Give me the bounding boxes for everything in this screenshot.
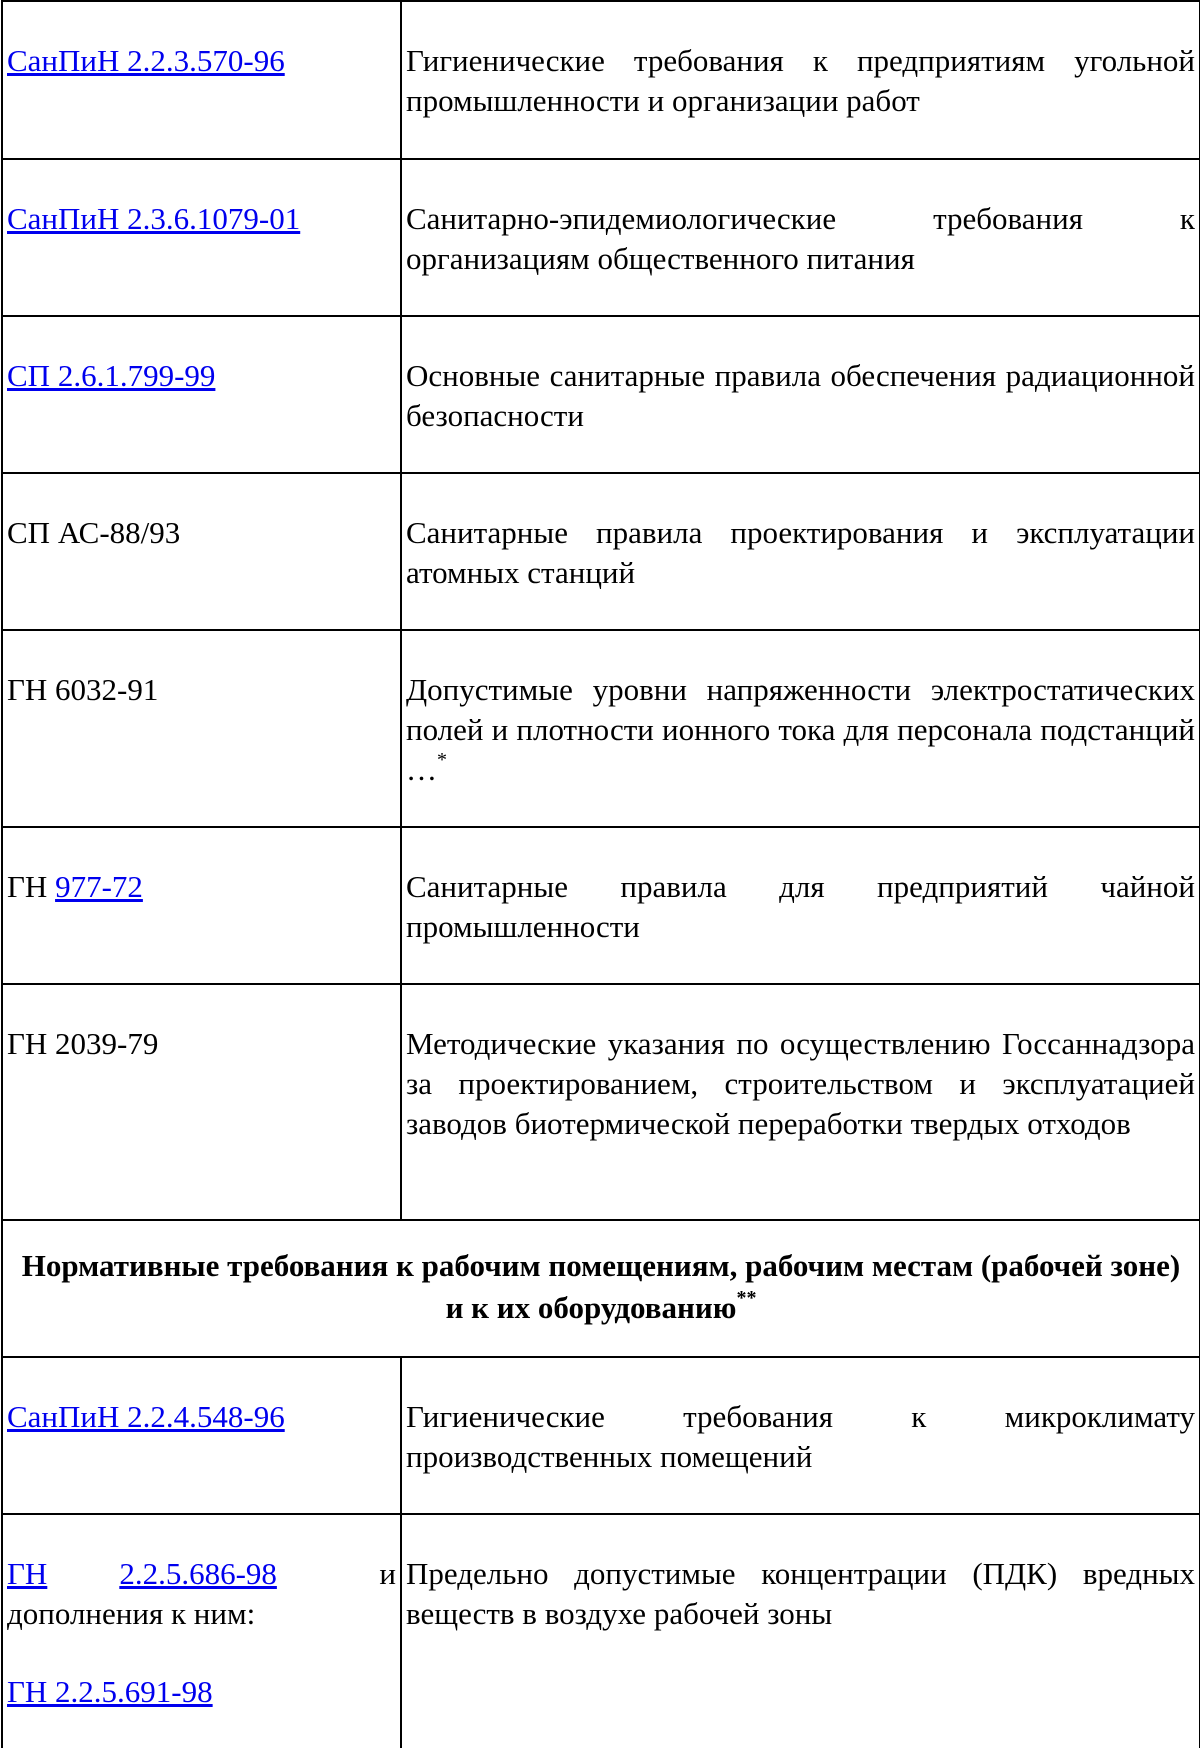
table-row xyxy=(2,473,1200,630)
regulation-code: СП АС-88/93 xyxy=(7,515,181,550)
code-cell xyxy=(2,1,401,159)
regulation-code: ГН 2039-79 xyxy=(7,1026,159,1061)
description-cell: Методические указания по осуществлению Госсаннадзора за проектированием, строительством и эксплуатацией заводов биотермической переработки твердых отходов xyxy=(401,984,1200,1220)
code-cell xyxy=(2,316,401,473)
footnote-mark: ** xyxy=(736,1287,757,1309)
description-cell xyxy=(401,630,1200,827)
code-cell xyxy=(2,827,401,984)
description-cell: Санитарные правила проектирования и эксплуатации атомных станций xyxy=(401,473,1200,630)
description-cell: Предельно допустимые концентрации (ПДК) вредных веществ в воздухе рабочей зоны xyxy=(401,1514,1200,1748)
description-cell: Гигиенические требования к микроклимату производственных помещений xyxy=(401,1357,1200,1514)
table-row xyxy=(2,1514,1200,1748)
code-cell xyxy=(2,984,401,1220)
section-row xyxy=(2,1220,1200,1357)
conjunction-text: и xyxy=(379,1556,396,1591)
description-cell: Санитарные правила для предприятий чайной промышленности xyxy=(401,827,1200,984)
regulation-link[interactable] xyxy=(7,1554,277,1594)
regulation-link[interactable]: СанПиН 2.2.3.570-96 xyxy=(7,43,285,78)
regulation-link[interactable]: СанПиН 2.3.6.1079-01 xyxy=(7,201,301,236)
table-row xyxy=(2,984,1200,1220)
code-cell xyxy=(2,1357,401,1514)
code-line xyxy=(7,1554,396,1594)
section-title: Нормативные требования к рабочим помещениям, рабочим местам (рабочей зоне) и к их оборудованию xyxy=(21,1248,1181,1325)
table-row xyxy=(2,1357,1200,1514)
regulation-link[interactable]: 977-72 xyxy=(55,869,143,904)
code-cell xyxy=(2,1514,401,1748)
table-row xyxy=(2,827,1200,984)
table-row xyxy=(2,630,1200,827)
link-part-prefix: ГН xyxy=(7,1556,48,1591)
description-text: Допустимые уровни напряженности электростатических полей и плотности ионного тока для персонала подстанций … xyxy=(406,672,1195,787)
regulation-link[interactable]: СанПиН 2.2.4.548-96 xyxy=(7,1399,285,1434)
table-row xyxy=(2,1,1200,159)
table-row xyxy=(2,159,1200,316)
additions-label: дополнения к ним: xyxy=(7,1596,256,1631)
regulation-link[interactable]: ГН 2.2.5.691-98 xyxy=(7,1674,213,1709)
footnote-mark: * xyxy=(437,749,447,771)
description-cell: Гигиенические требования к предприятиям угольной промышленности и организации работ xyxy=(401,1,1200,159)
regulation-code: ГН 6032-91 xyxy=(7,672,159,707)
section-heading xyxy=(2,1220,1200,1357)
code-cell xyxy=(2,630,401,827)
code-cell xyxy=(2,473,401,630)
description-cell: Основные санитарные правила обеспечения радиационной безопасности xyxy=(401,316,1200,473)
description-cell: Санитарно-эпидемиологические требования к организациям общественного питания xyxy=(401,159,1200,316)
code-cell xyxy=(2,159,401,316)
regulations-table xyxy=(1,0,1200,1748)
regulation-code-prefix: ГН xyxy=(7,869,56,904)
regulation-link[interactable]: СП 2.6.1.799-99 xyxy=(7,358,216,393)
table-row xyxy=(2,316,1200,473)
link-part-number: 2.2.5.686-98 xyxy=(119,1556,277,1591)
